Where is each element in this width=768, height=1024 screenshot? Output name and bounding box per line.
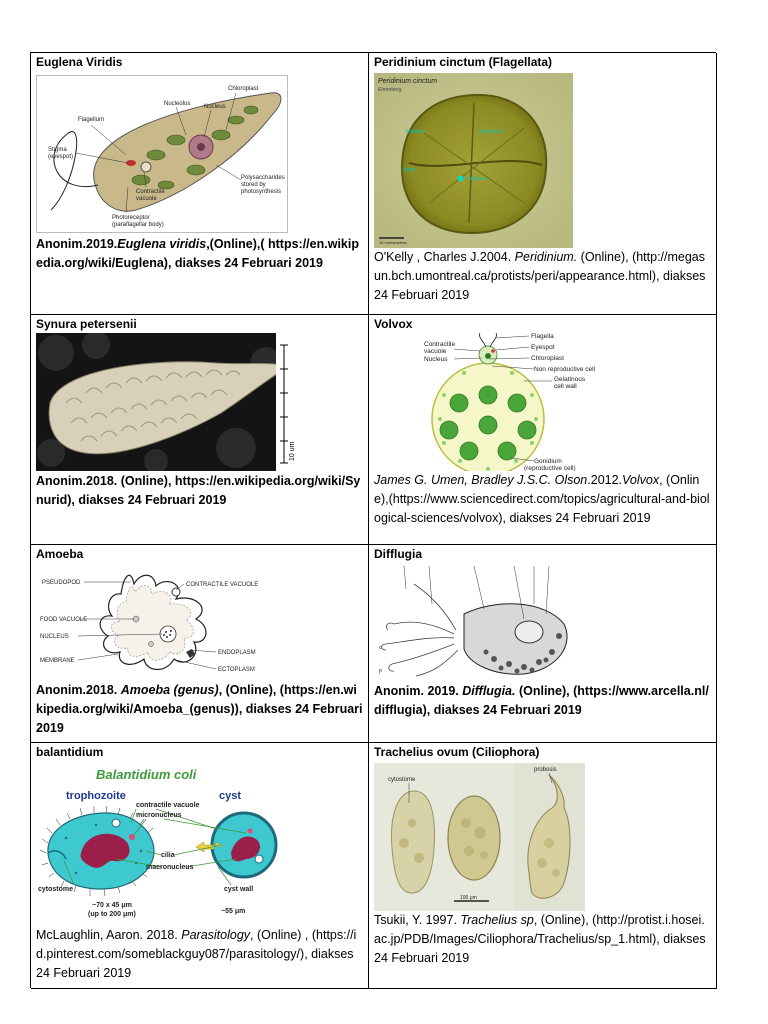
cell-peridinium <box>369 53 717 315</box>
svg-text:p: p <box>379 668 382 674</box>
volvox-diagram <box>374 333 711 471</box>
svg-text:Cingulum: Cingulum <box>466 176 488 182</box>
label-nucleus: Nucleus <box>424 356 448 363</box>
label-proboscis: probosis <box>534 767 557 773</box>
cite-text: O'Kelly , Charles J.2004. <box>374 250 515 264</box>
label-gonidium: Gonidium <box>534 458 562 465</box>
label-cytostome: cytostome <box>388 777 416 783</box>
cite-text-after: , (Online),(https://www.sciencedirect.com/topics/agricultural-and-biological-sciences/volvox), diakses 24 Februari 2019 <box>374 473 710 525</box>
label-nucleolus: Nucleolus <box>164 101 191 107</box>
cite-text: McLaughlin, Aaron. 2018. <box>36 928 182 942</box>
label-contractile: Contractile <box>424 341 456 348</box>
svg-text:Epitheca: Epitheca <box>406 129 426 135</box>
protist-table <box>30 52 716 988</box>
cite-italic: Peridinium. <box>514 250 578 264</box>
cite-text-after: , (Online), (https://en.wikipedia.org/wiki/Amoeba_(genus)), diakses 24 Februari 2019 <box>36 683 363 735</box>
svg-text:c: c <box>379 645 382 651</box>
label-gonidium-sub: (reproductive cell) <box>524 465 576 471</box>
amoeba-diagram <box>36 564 363 681</box>
label-gelatinous: Gelatinous <box>554 376 586 383</box>
svg-text:Suture: Suture <box>402 167 417 173</box>
label-cyst-size: ~55 μm <box>221 908 246 915</box>
cite-text: Anonim.2018. (Online), https://en.wikipedia.org/wiki/Synurid), diakses 24 Februari 2019 <box>36 474 361 507</box>
cell-euglena <box>31 53 369 315</box>
label-scale: 10 micrometres <box>379 240 407 245</box>
label-poly-2: stored by <box>241 182 266 188</box>
label-photoreceptor: Photoreceptor <box>112 215 150 221</box>
label-micronucleus: micronucleus <box>136 812 182 819</box>
label-poly-3: photosynthesis <box>241 189 282 195</box>
cell-title: balantidium <box>36 745 104 759</box>
citation <box>36 681 363 738</box>
label-photoreceptor-sub: (paraflagellar body) <box>112 222 164 228</box>
label-size: ~70 x 45 μm <box>92 902 132 909</box>
cite-text: Anonim. 2019. <box>374 684 463 698</box>
cell-title: Difflugia <box>374 547 422 561</box>
label-nonrepro: Non reproductive cell <box>534 366 596 373</box>
label-chloroplast: Chloroplast <box>228 86 259 92</box>
label-poly: Polysaccharides <box>241 175 285 181</box>
label-contractile-sub: vacuole <box>136 196 157 202</box>
label-scale: 100 μm <box>460 895 477 901</box>
label-size-sub: (up to 200 μm) <box>88 911 136 918</box>
label-contractile: contractile vacuole <box>136 802 200 809</box>
label-membrane: MEMBRANE <box>40 658 75 664</box>
svg-text:Hypotheca: Hypotheca <box>479 129 503 135</box>
label-endoplasm: ENDOPLASM <box>218 650 256 656</box>
cite-italic: Euglena viridis <box>117 237 207 251</box>
cell-trachelius <box>369 743 717 989</box>
label-scale: 10 um <box>289 441 296 461</box>
label-flagella: Flagella <box>531 333 554 340</box>
cite-italic: James G. Umen, Bradley J.S.C. Olson <box>374 473 588 487</box>
balantidium-diagram <box>36 763 363 926</box>
citation <box>36 235 363 273</box>
label-pseudopod: PSEUDOPOD <box>42 580 81 586</box>
label-chloroplast: Chloroplast <box>531 355 564 362</box>
cell-title: Peridinium cinctum (Flagellata) <box>374 55 553 69</box>
cite-text: Anonim.2019. <box>36 237 118 251</box>
citation <box>374 248 711 305</box>
synura-micrograph <box>36 333 363 472</box>
cite-text: Anonim.2018. <box>36 683 121 697</box>
cell-synura <box>31 315 369 545</box>
cell-balantidium <box>31 743 369 989</box>
cell-title: Amoeba <box>36 547 84 561</box>
label-flagellum: Flagellum <box>78 117 105 123</box>
label-stigma: Stigma <box>48 147 67 153</box>
label-author: Ehrenberg <box>378 87 402 93</box>
label-heading: Balantidium coli <box>96 767 197 782</box>
cite-italic: Amoeba (genus) <box>120 683 219 697</box>
label-cystwall: cyst wall <box>224 886 254 893</box>
label-stigma-sub: (eyespot) <box>48 154 74 160</box>
citation <box>374 471 711 528</box>
cell-title: Volvox <box>374 317 413 331</box>
label-contractile: CONTRACTILE VACUOLE <box>186 582 259 588</box>
cell-title: Euglena Viridis <box>36 55 123 69</box>
cite-text: Tsukii, Y. 1997. <box>374 913 461 927</box>
label-cytostome: cytostome <box>38 886 74 893</box>
cite-italic: Trachelius sp <box>460 913 534 927</box>
cite-italic: Parasitology <box>181 928 251 942</box>
cite-text-after: , (Online) , (https://id.pinterest.com/someblackguy087/parasitology/), diakses 24 Februari 2019 <box>36 928 357 980</box>
cell-volvox <box>369 315 717 545</box>
cite-text-after: (Online), (http://megasun.bch.umontreal.ca/protists/peri/appearance.html), diakses 24 Februari 2019 <box>374 250 706 302</box>
cite-italic: Difflugia. <box>462 684 516 698</box>
citation <box>374 911 711 968</box>
label-gelatinous-sub: cell wall <box>554 383 577 390</box>
label-cyst: cyst <box>219 790 242 802</box>
cite-text: .2012. <box>587 473 623 487</box>
label-contractile-sub: vacuole <box>424 348 447 355</box>
label-nucleus: NUCLEUS <box>40 634 69 640</box>
label-contractile: Contractile <box>136 189 165 195</box>
label-nucleus: Nucleus <box>204 104 226 110</box>
citation <box>36 472 363 510</box>
cite-text-after: (Online), (https://www.arcella.nl/difflugia), diakses 24 Februari 2019 <box>374 684 709 717</box>
peridinium-micrograph <box>374 73 711 248</box>
cite-italic-2: Volvox <box>622 473 660 487</box>
trachelius-micrograph <box>374 763 711 911</box>
label-trophozoite: trophozoite <box>66 790 126 802</box>
cite-text-after: ,(Online),( https://en.wikipedia.org/wiki/Euglena), diakses 24 Februari 2019 <box>36 237 359 270</box>
citation <box>36 926 363 983</box>
cite-text-after: , (Online), (http://protist.i.hosei.ac.jp/PDB/Images/Ciliophora/Trachelius/sp_1.html), diakses 24 Februari 2019 <box>374 913 706 965</box>
label-cilia: cilia <box>161 852 175 859</box>
cell-amoeba <box>31 545 369 743</box>
cell-difflugia <box>369 545 717 743</box>
difflugia-drawing <box>374 564 711 682</box>
label-eyespot: Eyespot <box>531 344 555 351</box>
cell-title: Synura petersenii <box>36 317 137 331</box>
cell-title: Trachelius ovum (Ciliophora) <box>374 745 540 759</box>
label-macronucleus: macronucleus <box>146 864 194 871</box>
euglena-diagram <box>36 75 363 235</box>
label-species: Peridinium cinctum <box>378 78 438 85</box>
label-food: FOOD VACUOLE <box>40 617 88 623</box>
citation <box>374 682 711 720</box>
label-ectoplasm: ECTOPLASM <box>218 667 255 673</box>
